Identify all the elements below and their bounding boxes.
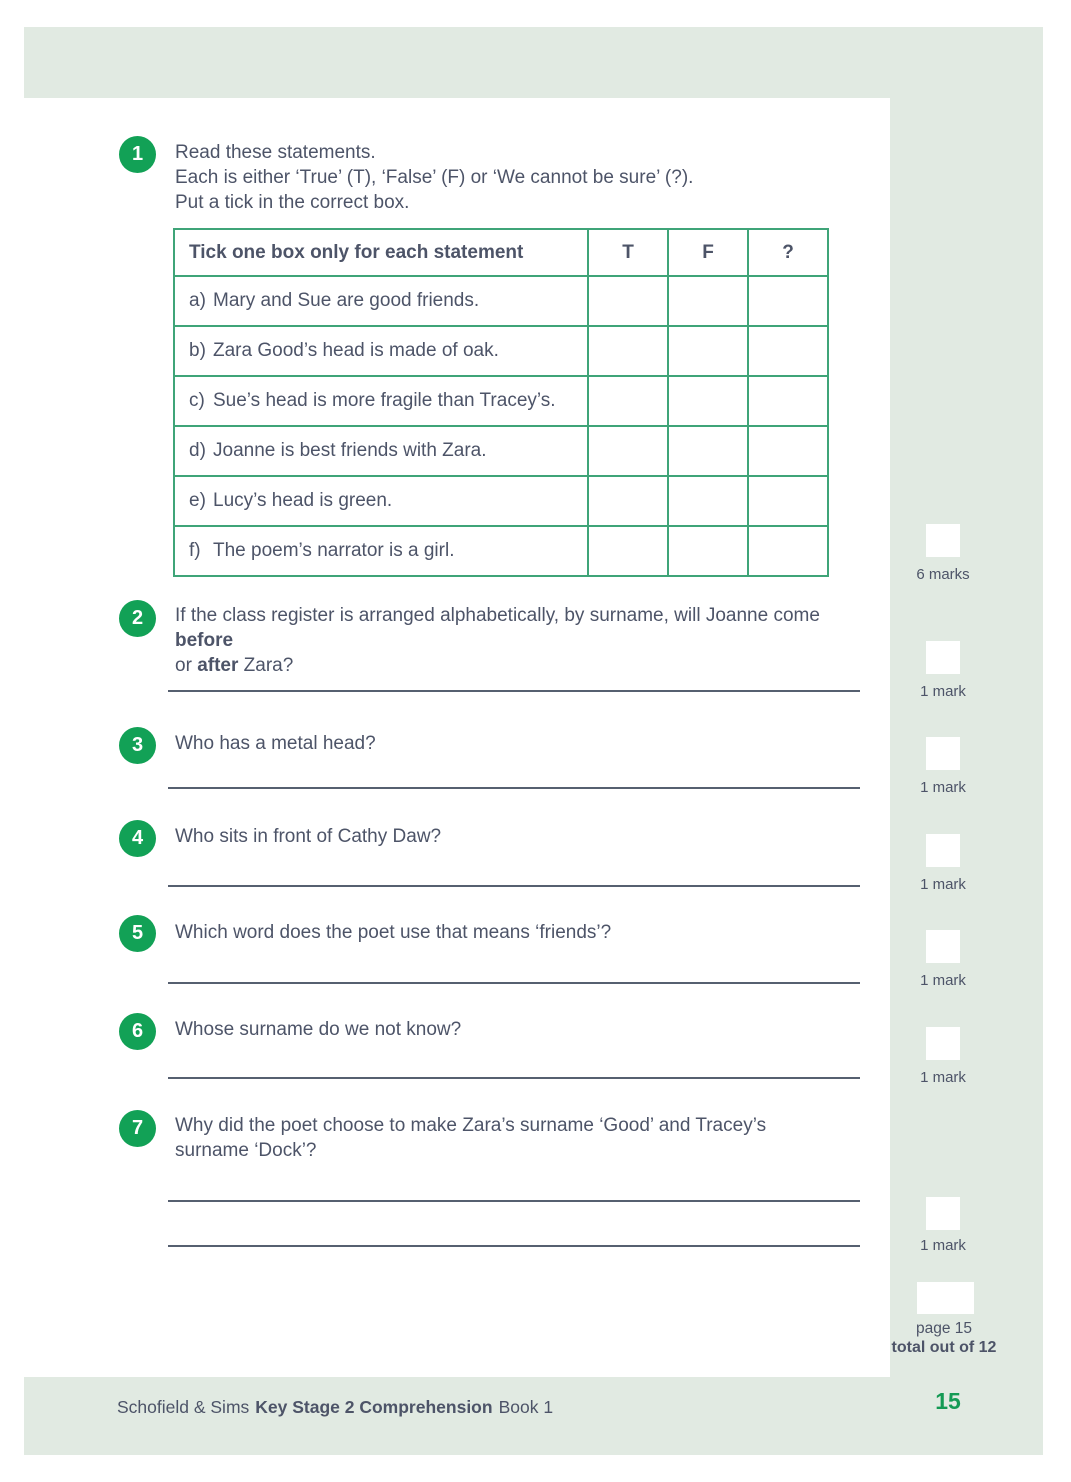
question-1-text [175,140,875,215]
footer-publisher: Schofield & Sims [117,1397,250,1417]
table-row [174,376,828,426]
statement-a-label: a) [189,290,206,311]
column-header-false: F [668,229,748,276]
tick-cell-e-true[interactable] [588,476,668,526]
answer-line-q7-2[interactable] [168,1245,860,1247]
question-7-line-2: surname ‘Dock’? [175,1140,317,1161]
question-1-line-2: Each is either ‘True’ (T), ‘False’ (F) or ‘We cannot be sure’ (?). [175,167,694,188]
mark-label-q6: 1 mark [920,1069,966,1086]
statement-c [174,376,588,426]
statement-e-text: Lucy’s head is green. [213,490,393,511]
question-3-text: Who has a metal head? [175,733,376,754]
statement-d [174,426,588,476]
answer-line-q3[interactable] [168,787,860,789]
footer-series-title: Key Stage 2 Comprehension [255,1397,493,1417]
mark-label-q3: 1 mark [920,779,966,796]
tick-cell-f-unsure[interactable] [748,526,828,576]
statement-e-label: e) [189,490,206,511]
tick-cell-a-unsure[interactable] [748,276,828,326]
question-4-text: Who sits in front of Cathy Daw? [175,826,442,847]
question-2-segment: If the class register is arranged alphabetically, by surname, will Joanne come [175,605,820,626]
question-2-segment: Zara? [238,655,294,676]
question-3-number: 3 [119,727,156,764]
tick-cell-d-false[interactable] [668,426,748,476]
tick-cell-f-true[interactable] [588,526,668,576]
tick-cell-c-unsure[interactable] [748,376,828,426]
answer-line-q5[interactable] [168,982,860,984]
statement-b-text: Zara Good’s head is made of oak. [213,340,499,361]
question-6-text: Whose surname do we not know? [175,1019,462,1040]
question-1-line-3: Put a tick in the correct box. [175,192,410,213]
answer-line-q4[interactable] [168,885,860,887]
footer [117,1397,553,1418]
mark-label-q2: 1 mark [920,683,966,700]
question-2-bold-before: before [175,630,234,651]
statement-e [174,476,588,526]
table-row [174,526,828,576]
tick-cell-c-false[interactable] [668,376,748,426]
column-header-true: T [588,229,668,276]
tick-cell-a-false[interactable] [668,276,748,326]
mark-label-q1: 6 marks [916,566,970,583]
mark-box-q6[interactable] [926,1027,960,1060]
table-row [174,476,828,526]
statement-f-text: The poem’s narrator is a girl. [213,540,455,561]
table-row [174,276,828,326]
mark-box-q4[interactable] [926,834,960,867]
statement-d-label: d) [189,440,206,461]
mark-box-q2[interactable] [926,641,960,674]
mark-box-q5[interactable] [926,930,960,963]
question-2-number: 2 [119,600,156,637]
footer-book: Book 1 [498,1397,554,1417]
mark-box-q3[interactable] [926,737,960,770]
tick-cell-d-true[interactable] [588,426,668,476]
tick-table-header: Tick one box only for each statement [174,229,588,276]
mark-label-q4: 1 mark [920,876,966,893]
question-2-text [175,603,875,678]
tick-cell-b-true[interactable] [588,326,668,376]
mark-box-q1[interactable] [926,524,960,557]
tick-cell-d-unsure[interactable] [748,426,828,476]
statement-d-text: Joanne is best friends with Zara. [213,440,487,461]
tick-cell-e-unsure[interactable] [748,476,828,526]
question-6-number: 6 [119,1013,156,1050]
page-number: 15 [935,1388,961,1414]
mark-box-q7[interactable] [926,1197,960,1230]
answer-line-q6[interactable] [168,1077,860,1079]
answer-line-q2[interactable] [168,690,860,692]
answer-line-q7-1[interactable] [168,1200,860,1202]
statement-c-label: c) [189,390,205,411]
question-2-bold-after: after [197,655,239,676]
question-2-segment: or [175,655,198,676]
mark-label-q7: 1 mark [920,1237,966,1254]
question-5-number: 5 [119,915,156,952]
question-2-line-2 [175,653,875,678]
table-row [174,326,828,376]
tick-cell-f-false[interactable] [668,526,748,576]
statement-f [174,526,588,576]
tick-table-header-row [174,229,828,276]
question-5-text: Which word does the poet use that means ‘friends’? [175,922,612,943]
question-1-number: 1 [119,136,156,173]
statement-f-label: f) [189,540,201,561]
statement-b-label: b) [189,340,206,361]
tick-cell-c-true[interactable] [588,376,668,426]
tick-cell-e-false[interactable] [668,476,748,526]
statement-c-text: Sue’s head is more fragile than Tracey’s. [213,390,556,411]
mark-label-q5: 1 mark [920,972,966,989]
statement-a-text: Mary and Sue are good friends. [213,290,480,311]
total-out-of-label: total out of 12 [891,1339,997,1356]
statement-a [174,276,588,326]
table-row [174,426,828,476]
question-7-text [175,1113,875,1163]
total-box[interactable] [917,1282,974,1314]
top-margin-band [24,27,1043,98]
total-page-label: page 15 [915,1320,973,1337]
statement-b [174,326,588,376]
question-7-line-1: Why did the poet choose to make Zara’s surname ‘Good’ and Tracey’s [175,1115,767,1136]
tick-cell-b-false[interactable] [668,326,748,376]
question-1-line-1: Read these statements. [175,142,376,163]
tick-cell-a-true[interactable] [588,276,668,326]
question-7-number: 7 [119,1110,156,1147]
tick-table [173,228,829,577]
column-header-unsure: ? [748,229,828,276]
tick-cell-b-unsure[interactable] [748,326,828,376]
question-4-number: 4 [119,820,156,857]
question-2-line-1 [175,603,875,653]
